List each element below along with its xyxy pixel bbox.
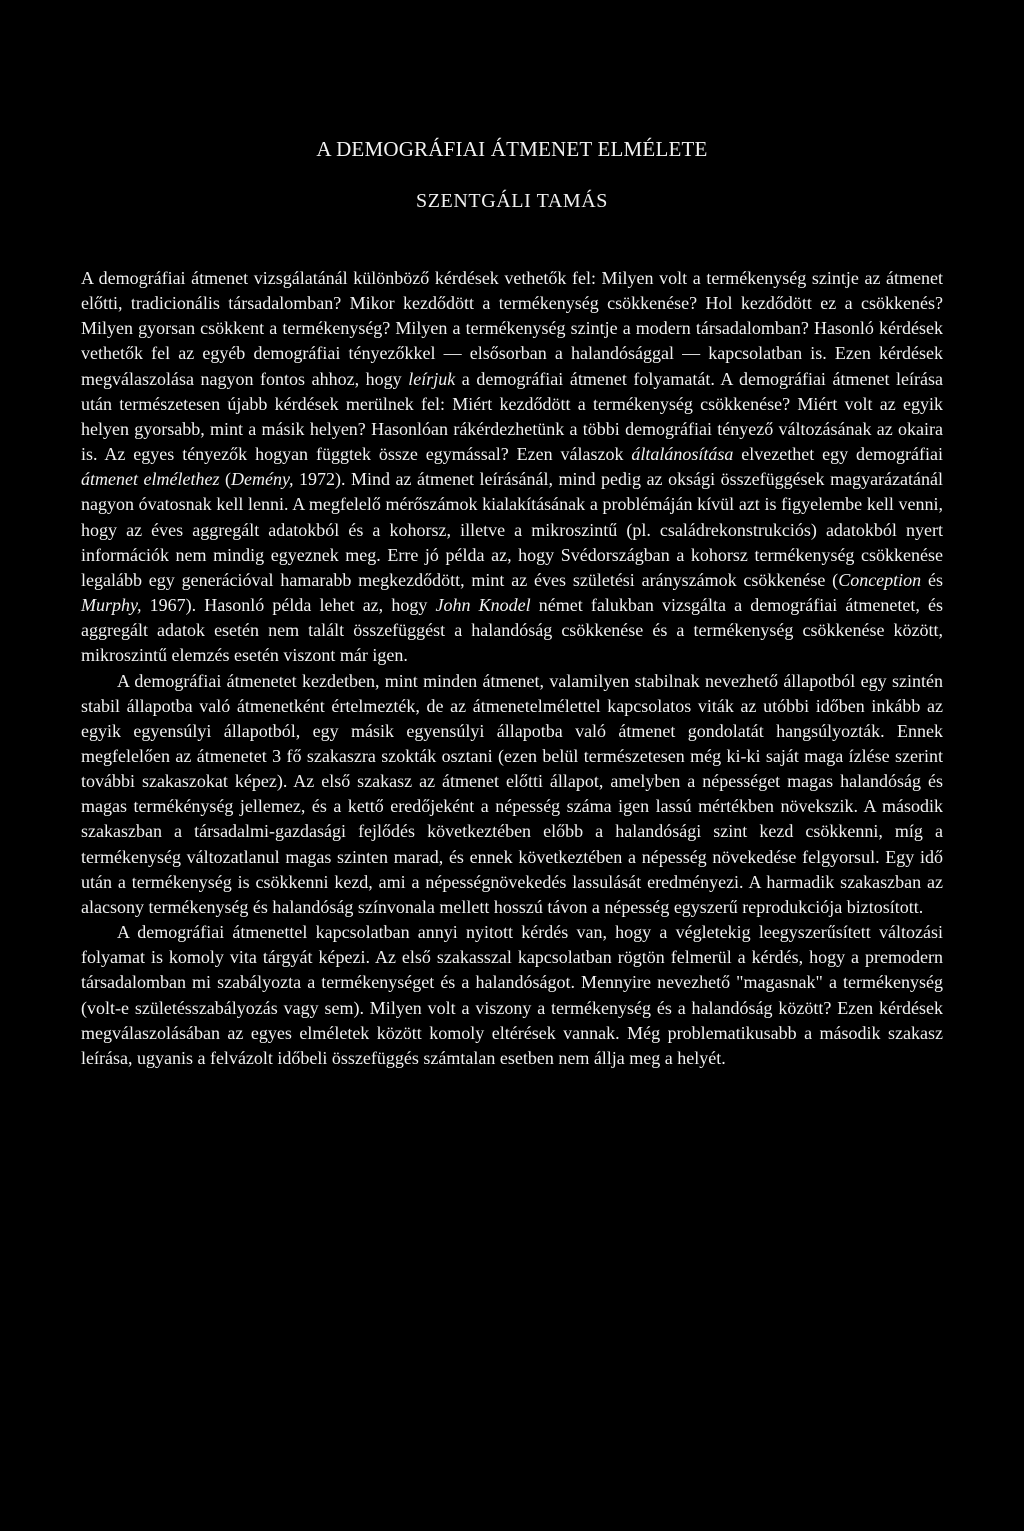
italic-text: John Knodel: [435, 595, 531, 616]
italic-text: Conception: [838, 569, 922, 590]
italic-text: leírjuk: [408, 368, 456, 389]
text-run: A demográfiai átmenettel kapcsolatban annyi nyitott kérdés van, hogy a végletekig leegyszerűsített változási folyamat is komoly vita tárgyát képezi. Az első szakasszal kapcsolatban rögtön felmerül a kérdés, hogy a premodern társadalomban mi szabályozta a termékenységet és a halandóságot. Mennyire nevezhető "magasnak" a termékenység (volt-e születésszabályozás vagy sem). Milyen volt a viszony a termékenység és a halandóság között? Ezen kérdések megválaszolásában az egyes elméletek között komoly eltérések vannak. Még problematikusabb a második szakasz leírása, ugyanis a felvázolt időbeli összefüggés számtalan esetben nem állja meg a helyét.: [81, 922, 943, 1068]
italic-text: Demény,: [231, 469, 294, 490]
article-body: [81, 266, 943, 1071]
article-author: SZENTGÁLI TAMÁS: [415, 190, 609, 212]
text-run: és: [921, 569, 943, 590]
text-run: 1967). Hasonló példa lehet az, hogy: [141, 595, 436, 616]
text-run: elvezethet egy demográfiai: [733, 444, 943, 465]
body-paragraph: [81, 266, 943, 669]
italic-text: általánosítása: [631, 444, 734, 465]
article-title: A DEMOGRÁFIAI ÁTMENET ELMÉLETE: [316, 137, 708, 161]
italic-text: átmenet elmélethez: [81, 469, 220, 490]
text-run: 1972). Mind az átmenet leírásánál, mind pedig az oksági összefüggések magyarázatánál nagyon óvatosnak kell lenni. A megfelelő mérőszámok kialakításának a problémáján kívül azt is figyelembe kell venni, hogy az éves aggregált adatokból és a kohorsz, illetve a mikroszintű (pl. családrekonstrukciós) adatokból nyert információk nem mindig egyeznek meg. Erre jó példa az, hogy Svédországban a kohorsz termékenység csökkenése legalább egy generációval hamarabb megkezdődött, mint az éves születési arányszámok csökkenése (: [81, 469, 943, 590]
italic-text: Murphy,: [81, 595, 142, 616]
text-run: a demográfiai átmenet folyamatát. A demográfiai átmenet leírása után természetesen újabb kérdések merülnek fel: Miért kezdődött a termékenység csökkenése? Miért volt az egyik helyen gyorsabb, mint a másik helyen? Hasonlóan rákérdezhetünk a többi demográfiai tényező változásának az okaira is. Az egyes tényezők hogyan függtek össze egymással? Ezen válaszok: [81, 368, 943, 465]
text-run: A demográfiai átmenet vizsgálatánál különböző kérdések vethetők fel: Milyen volt a termékenység szintje az átmenet előtti, tradicionális társadalomban? Mikor kezdődött a termékenység csökkenése? Hol kezdődött ez a csökkenés? Milyen gyorsan csökkent a termékenység? Milyen a termékenység szintje a modern társadalomban? Hasonló kérdések vethetők fel az egyéb demográfiai tényezőkkel — elsősorban a halandósággal — kapcsolatban is. Ezen kérdések megválaszolása nagyon fontos ahhoz, hogy: [81, 268, 943, 389]
text-run: A demográfiai átmenetet kezdetben, mint minden átmenet, valamilyen stabilnak nevezhető állapotból egy szintén stabil állapotba való átmenetként értelmezték, de az átmenetelmélettel kapcsolatos viták az utóbbi időben inkább az egyik egyensúlyi állapotból, egy másik egyensúlyi állapotba való átmenet gondolatát hangsúlyozták. Ennek megfelelően az átmenetet 3 fő szakaszra szokták osztani (ezen belül természetesen még ki-ki saját maga ízlése szerint további szakaszokat képez). Az első szakasz az átmenet előtti állapot, amelyben a népességet magas halandóság és magas termékénység jellemez, és a kettő eredőjeként a népesség száma igen lassú mértékben növekszik. A második szakaszban a társadalmi-gazdasági fejlődés következtében előbb a halandósági szint kezd csökkenni, míg a termékenység változatlanul magas szinten marad, és ennek következtében a népesség növekedése felgyorsul. Egy idő után a termékenység is csökkenni kezd, ami a népességnövekedés lassulását eredményezi. A harmadik szakaszban az alacsony termékenység és halandóság színvonala mellett hosszú távon a népesség egyszerű reprodukciója biztosított.: [81, 670, 943, 917]
body-paragraph: [81, 920, 943, 1071]
text-run: német falukban vizsgálta a demográfiai átmenetet, és aggregált adatok esetén nem talált összefüggést a halandóság csökkenése és a termékenység csökkenése között, mikroszintű elemzés esetén viszont már igen.: [81, 595, 943, 666]
text-run: (: [219, 469, 231, 490]
body-paragraph: [81, 669, 943, 921]
